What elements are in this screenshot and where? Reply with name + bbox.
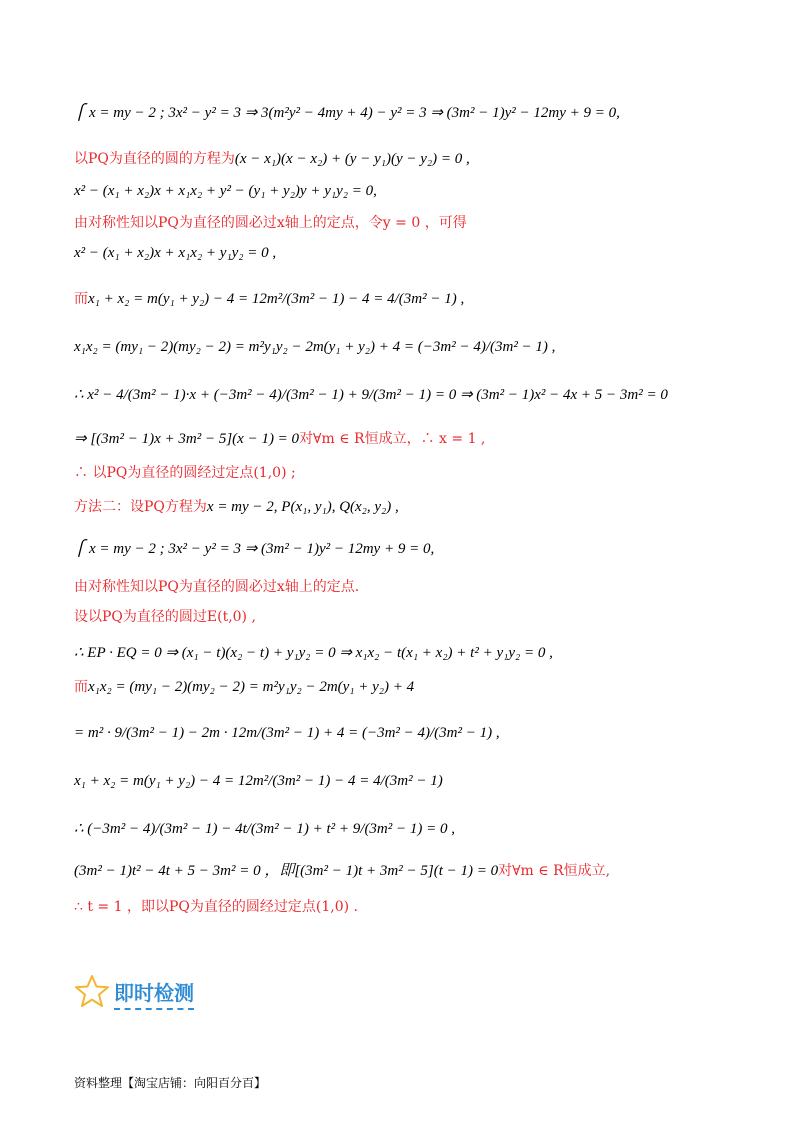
sum-value-line: x₁ + x₂ = m(y₁ + y₂) − 4 = 12m²/(3m² − 1) − 4 = 4/(3m² − 1) bbox=[74, 773, 443, 789]
substitution-line: ∴ x² − 4/(3m² − 1)·x + (−3m² − 4)/(3m² − 1) + 9/(3m² − 1) = 0 ⇒ (3m² − 1)x² − 4x + 5 − 3m² = 0 bbox=[74, 387, 668, 403]
conclusion-line-2: ∴ t = 1 ，即以PQ为直径的圆经过定点(1,0) . bbox=[74, 899, 358, 915]
equation-system-1: ⎧ x = my − 2 ; 3x² − y² = 3 ⇒ 3(m²y² − 4my + 4) − y² = 3 ⇒ (3m² − 1)y² − 12my + 9 = 0, bbox=[74, 105, 620, 121]
product-expand-line: 而x₁x₂ = (my₁ − 2)(my₂ − 2) = m²y₁y₂ − 2m(y₁ + y₂) + 4 bbox=[74, 679, 415, 695]
section-header bbox=[74, 974, 194, 1012]
symmetry-note-line: 由对称性知以PQ为直径的圆必过x轴上的定点，令y = 0 ，可得 bbox=[74, 215, 467, 231]
footer-text: 资料整理【淘宝店铺：向阳百分百】 bbox=[74, 1076, 267, 1090]
circle-equation-line: 以PQ为直径的圆的方程为(x − x₁)(x − x₂) + (y − y₁)(y − y₂) = 0 , bbox=[74, 151, 470, 167]
dot-product-line: ∴ EP · EQ = 0 ⇒ (x₁ − t)(x₂ − t) + y₁y₂ = 0 ⇒ x₁x₂ − t(x₁ + x₂) + t² + y₁y₂ = 0 , bbox=[74, 645, 553, 661]
assume-point-line: 设以PQ为直径的圆过E(t,0) , bbox=[74, 609, 256, 625]
section-title: 即时检测 bbox=[114, 977, 194, 1010]
conclusion-line-1: ∴ 以PQ为直径的圆经过定点(1,0) ; bbox=[74, 465, 296, 481]
product-roots-line: x₁x₂ = (my₁ − 2)(my₂ − 2) = m²y₁y₂ − 2m(y₁ + y₂) + 4 = (−3m² − 4)/(3m² − 1) , bbox=[74, 339, 556, 355]
sum-roots-line: 而x₁ + x₂ = m(y₁ + y₂) − 4 = 12m²/(3m² − 1) − 4 = 4/(3m² − 1) , bbox=[74, 291, 465, 307]
product-value-line: = m² · 9/(3m² − 1) − 2m · 12m/(3m² − 1) + 4 = (−3m² − 4)/(3m² − 1) , bbox=[74, 725, 500, 741]
reduced-equation-line: x² − (x₁ + x₂)x + x₁x₂ + y₁y₂ = 0 , bbox=[74, 245, 277, 261]
equation-system-2: ⎧ x = my − 2 ; 3x² − y² = 3 ⇒ (3m² − 1)y² − 12my + 9 = 0, bbox=[74, 541, 435, 557]
t-substitution-line: ∴ (−3m² − 4)/(3m² − 1) − 4t/(3m² − 1) + t² + 9/(3m² − 1) = 0 , bbox=[74, 821, 456, 837]
method-two-line: 方法二：设PQ方程为x = my − 2, P(x₁, y₁), Q(x₂, y₂) , bbox=[74, 499, 399, 515]
symmetry-note-line-2: 由对称性知以PQ为直径的圆必过x轴上的定点. bbox=[74, 579, 360, 595]
star-icon bbox=[74, 974, 110, 1012]
expanded-equation-line: x² − (x₁ + x₂)x + x₁x₂ + y² − (y₁ + y₂)y + y₁y₂ = 0, bbox=[74, 183, 377, 199]
factored-line: ⇒ [(3m² − 1)x + 3m² − 5](x − 1) = 0对∀m ∈ R恒成立，∴ x = 1 , bbox=[74, 431, 486, 447]
t-factored-line: (3m² − 1)t² − 4t + 5 − 3m² = 0 ，即[(3m² − 1)t + 3m² − 5](t − 1) = 0对∀m ∈ R恒成立, bbox=[74, 863, 611, 879]
